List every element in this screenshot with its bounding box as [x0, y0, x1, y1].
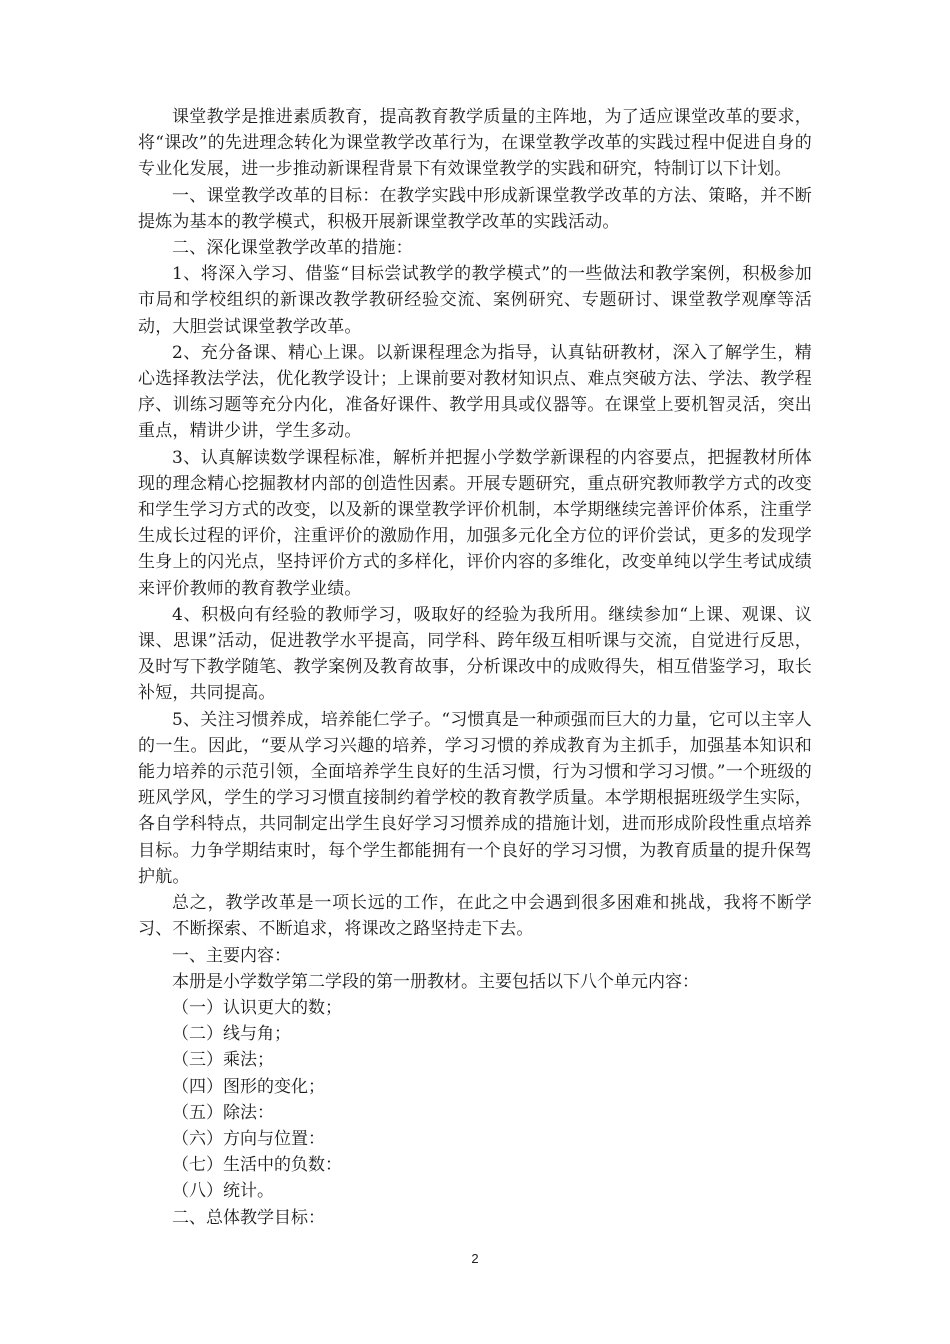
teaching-goals-heading: 二、总体教学目标：	[172, 1207, 325, 1228]
measure-5-paragraph: 5、关注习惯养成，培养能仁学子。“习惯真是一种顽强而巨大的力量，它可以主宰人的一生。因此，“要从学习兴趣的培养，学习习惯的养成教育为主抓手，加强基本知识和能力培养的示范引领，全面培养学生良好的生活习惯，行为习惯和学习习惯。”一个班级的班风学风，学生的学习习惯直接制约着学校的教育教学质量。本学期根据班级学生实际，各自学科特点，共同制定出学生良好学习习惯养成的措施计划，进而形成阶段性重点培养目标。力争学期结束时，每个学生都能拥有一个良好的学习习惯，为教育质量的提升保驾护航。	[138, 709, 812, 887]
textbook-intro: 本册是小学数学第二学段的第一册教材。主要包括以下八个单元内容：	[172, 971, 699, 992]
unit-list-item: （二）线与角；	[172, 1024, 291, 1045]
unit-list-item: （八）统计。	[172, 1181, 274, 1202]
unit-list-item: （一）认识更大的数；	[172, 997, 342, 1018]
measure-4-paragraph: 4、积极向有经验的教师学习，吸取好的经验为我所用。继续参加“上课、观课、议课、思课”活动，促进教学水平提高，同学科、跨年级互相听课与交流，自觉进行反思，及时写下教学随笔、教学案例及教育故事，分析课改中的成败得失，相互借鉴学习，取长补短，共同提高。	[138, 604, 812, 704]
unit-list-item: （六）方向与位置：	[172, 1128, 325, 1149]
main-content-heading: 一、主要内容：	[172, 945, 291, 966]
measure-3-paragraph: 3、认真解读数学课程标准，解析并把握小学数学新课程的内容要点，把握教材所体现的理念精心挖掘教材内部的创造性因素。开展专题研究，重点研究教师教学方式的改变和学生学习方式的改变，以及新的课堂教学评价机制，本学期继续完善评价体系，注重学生成长过程的评价，注重评价的激励作用，加强多元化全方位的评价尝试，更多的发现学生身上的闪光点，坚持评价方式的多样化，评价内容的多维化，改变单纯以学生考试成绩来评价教师的教育教学业绩。	[138, 447, 812, 599]
unit-list-item: （三）乘法；	[172, 1050, 274, 1071]
measures-heading: 二、深化课堂教学改革的措施：	[172, 238, 413, 259]
measure-2-paragraph: 2、充分备课、精心上课。以新课程理念为指导，认真钻研教材，深入了解学生，精心选择教法学法，优化教学设计；上课前要对教材知识点、难点突破方法、学法、教学程序、训练习题等充分内化，准备好课件、教学用具或仪器等。在课堂上要机智灵活，突出重点，精讲少讲，学生多动。	[138, 342, 812, 442]
page-number: 2	[471, 1251, 479, 1266]
unit-list-item: （七）生活中的负数：	[172, 1155, 342, 1176]
intro-paragraph: 课堂教学是推进素质教育，提高教育教学质量的主阵地，为了适应课堂改革的要求，将“课改”的先进理念转化为课堂教学改革行为，在课堂教学改革的实践过程中促进自身的专业化发展，进一步推动新课程背景下有效课堂教学的实践和研究，特制订以下计划。	[138, 107, 812, 180]
unit-list-item: （四）图形的变化；	[172, 1076, 325, 1097]
document-body	[138, 104, 812, 1231]
summary-paragraph: 总之，教学改革是一项长远的工作，在此之中会遇到很多困难和挑战，我将不断学习、不断探索、不断追求，将课改之路坚持走下去。	[138, 893, 812, 940]
reform-goal-paragraph: 一、课堂教学改革的目标：在教学实践中形成新课堂教学改革的方法、策略，并不断提炼为基本的教学模式，积极开展新课堂教学改革的实践活动。	[138, 185, 812, 232]
measure-1-paragraph: 1、将深入学习、借鉴“目标尝试教学的教学模式”的一些做法和教学案例，积极参加市局和学校组织的新课改教学教研经验交流、案例研究、专题研讨、课堂教学观摩等活动，大胆尝试课堂教学改革。	[138, 264, 812, 337]
unit-list-item: （五）除法：	[172, 1102, 274, 1123]
